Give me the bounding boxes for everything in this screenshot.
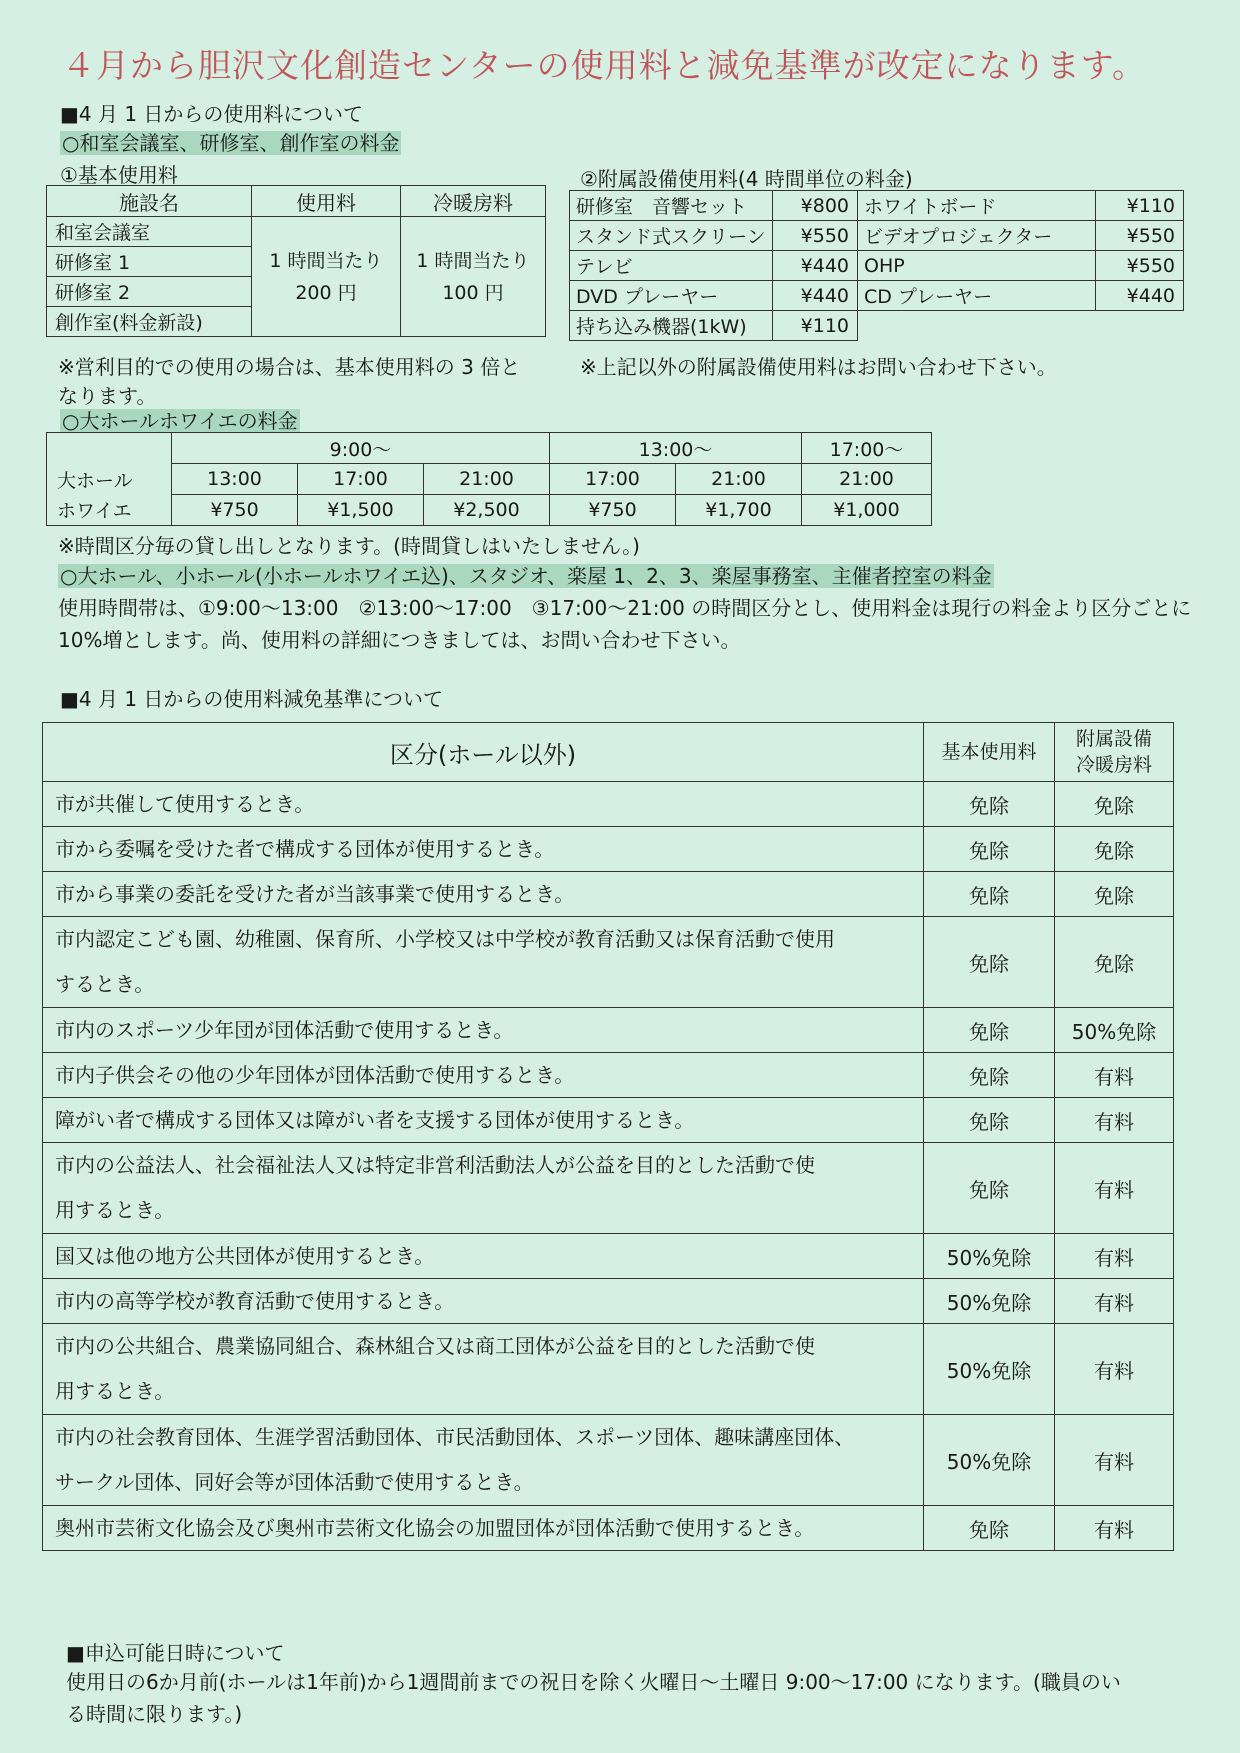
time-group: 13:00～	[550, 433, 802, 464]
reduction-basic: 50%免除	[924, 1234, 1055, 1279]
reduction-equip: 有料	[1055, 1279, 1174, 1324]
equipment-name: 研修室 音響セット	[570, 191, 773, 221]
hall-heading: ○大ホール、小ホール(小ホールホワイエ込)、スタジオ、楽屋 1、2、3、楽屋事務室、主催者控室の料金	[60, 564, 992, 588]
profit-note: ※営利目的での使用の場合は、基本使用料の 3 倍と なります。	[58, 355, 521, 408]
reduction-equip: 有料	[1055, 1324, 1174, 1415]
end-time: 21:00	[676, 464, 802, 495]
reduction-row	[43, 1506, 1174, 1551]
reduction-heading: ■4 月 1 日からの使用料減免基準について	[60, 687, 444, 711]
equipment-price: ¥110	[1096, 191, 1184, 221]
reduction-category: 市から事業の委託を受けた者が当該事業で使用するとき。	[43, 872, 924, 917]
room-name: 創作室(料金新設)	[47, 307, 252, 337]
reduction-basic: 50%免除	[924, 1415, 1055, 1506]
reduction-row	[43, 782, 1174, 827]
ac-fee-cell: 1 時間当たり 100 円	[401, 217, 546, 337]
reduction-category: 市内のスポーツ少年団が団体活動で使用するとき。	[43, 1008, 924, 1053]
reduction-category: 奥州市芸術文化協会及び奥州市芸術文化協会の加盟団体が団体活動で使用するとき。	[43, 1506, 924, 1551]
reduction-row	[43, 872, 1174, 917]
time-group: 9:00～	[172, 433, 550, 464]
equipment-note: ※上記以外の附属設備使用料はお問い合わせ下さい。	[580, 355, 1057, 379]
th-usage-fee: 使用料	[252, 186, 401, 217]
equipment-price: ¥550	[1096, 251, 1184, 281]
hall-text: 使用時間帯は、①9:00～13:00 ②13:00～17:00 ③17:00～21:00 の時間区分とし、使用料金は現行の料金より区分ごとに 10%増とします。尚、使用料の詳細につきましては、お問い合わせ下さい。	[58, 596, 1192, 652]
foyer-table	[46, 432, 932, 526]
equipment-name: CD プレーヤー	[858, 281, 1096, 311]
reduction-row	[43, 1143, 1174, 1234]
equipment-price: ¥440	[773, 281, 858, 311]
reduction-category: 市内子供会その他の少年団体が団体活動で使用するとき。	[43, 1053, 924, 1098]
basic-fee-table	[46, 185, 546, 337]
reduction-equip: 有料	[1055, 1506, 1174, 1551]
equipment-price: ¥440	[1096, 281, 1184, 311]
end-time: 13:00	[172, 464, 298, 495]
room-name: 研修室 1	[47, 247, 252, 277]
reduction-row	[43, 1008, 1174, 1053]
reduction-basic: 免除	[924, 1143, 1055, 1234]
end-time: 17:00	[550, 464, 676, 495]
rooms-heading: ○和室会議室、研修室、創作室の料金	[62, 131, 400, 155]
reduction-basic: 免除	[924, 827, 1055, 872]
equipment-price: ¥800	[773, 191, 858, 221]
reduction-basic: 免除	[924, 917, 1055, 1008]
reduction-row	[43, 1098, 1174, 1143]
room-name: 和室会議室	[47, 217, 252, 247]
foyer-row-label: ホワイエ	[47, 495, 172, 526]
basic-fee-heading: ①基本使用料	[60, 163, 178, 187]
reduction-equip: 有料	[1055, 1234, 1174, 1279]
equipment-name: テレビ	[570, 251, 773, 281]
reduction-category: 市内の公益法人、社会福祉法人又は特定非営利活動法人が公益を目的とした活動で使 用するとき。	[43, 1143, 924, 1234]
reduction-category: 市内認定こども園、幼稚園、保育所、小学校又は中学校が教育活動又は保育活動で使用 するとき。	[43, 917, 924, 1008]
reduction-basic: 免除	[924, 782, 1055, 827]
reduction-equip: 有料	[1055, 1143, 1174, 1234]
foyer-note: ※時間区分毎の貸し出しとなります。(時間貸しはいたしません。)	[58, 534, 640, 558]
reduction-category: 市が共催して使用するとき。	[43, 782, 924, 827]
end-time: 21:00	[424, 464, 550, 495]
reduction-category: 国又は他の地方公共団体が使用するとき。	[43, 1234, 924, 1279]
reduction-row	[43, 1053, 1174, 1098]
end-time: 17:00	[298, 464, 424, 495]
equipment-table	[569, 190, 1184, 341]
equipment-price: ¥550	[773, 221, 858, 251]
reduction-basic: 50%免除	[924, 1324, 1055, 1415]
equipment-name: スタンド式スクリーン	[570, 221, 773, 251]
equipment-price: ¥110	[773, 311, 858, 341]
reduction-table	[42, 722, 1174, 1551]
usage-fee-cell: 1 時間当たり 200 円	[252, 217, 401, 337]
application-text: 使用日の6か月前(ホールは1年前)から1週間前までの祝日を除く火曜日～土曜日 9:00～17:00 になります。(職員のい る時間に限ります。)	[66, 1670, 1121, 1726]
end-time: 21:00	[802, 464, 932, 495]
foyer-heading: ○大ホールホワイエの料金	[62, 409, 298, 433]
reduction-equip: 50%免除	[1055, 1008, 1174, 1053]
room-name: 研修室 2	[47, 277, 252, 307]
reduction-row	[43, 917, 1174, 1008]
reduction-basic: 免除	[924, 872, 1055, 917]
th-category: 区分(ホール以外)	[43, 723, 924, 782]
reduction-category: 市内の社会教育団体、生涯学習活動団体、市民活動団体、スポーツ団体、趣味講座団体、 サークル団体、同好会等が団体活動で使用するとき。	[43, 1415, 924, 1506]
reduction-equip: 免除	[1055, 782, 1174, 827]
equipment-heading: ②附属設備使用料(4 時間単位の料金)	[580, 167, 913, 191]
fees-heading: ■4 月 1 日からの使用料について	[60, 102, 364, 126]
equipment-name: OHP	[858, 251, 1096, 281]
reduction-basic: 50%免除	[924, 1279, 1055, 1324]
foyer-price: ¥2,500	[424, 495, 550, 526]
foyer-row-label: 大ホール	[47, 464, 172, 495]
equipment-price: ¥550	[1096, 221, 1184, 251]
th-facility: 施設名	[47, 186, 252, 217]
reduction-category: 市内の公共組合、農業協同組合、森林組合又は商工団体が公益を目的とした活動で使 用するとき。	[43, 1324, 924, 1415]
reduction-row	[43, 1279, 1174, 1324]
reduction-row	[43, 1415, 1174, 1506]
reduction-equip: 免除	[1055, 917, 1174, 1008]
equipment-name: ビデオプロジェクター	[858, 221, 1096, 251]
reduction-equip: 有料	[1055, 1415, 1174, 1506]
th-basic: 基本使用料	[924, 723, 1055, 782]
reduction-category: 市内の高等学校が教育活動で使用するとき。	[43, 1279, 924, 1324]
foyer-price: ¥750	[550, 495, 676, 526]
reduction-basic: 免除	[924, 1053, 1055, 1098]
equipment-name: ホワイトボード	[858, 191, 1096, 221]
foyer-price: ¥1,700	[676, 495, 802, 526]
reduction-equip: 有料	[1055, 1098, 1174, 1143]
foyer-price: ¥750	[172, 495, 298, 526]
page-title: ４月から胆沢文化創造センターの使用料と減免基準が改定になります。	[62, 46, 1147, 85]
foyer-price: ¥1,500	[298, 495, 424, 526]
equipment-price: ¥440	[773, 251, 858, 281]
reduction-category: 市から委嘱を受けた者で構成する団体が使用するとき。	[43, 827, 924, 872]
foyer-price: ¥1,000	[802, 495, 932, 526]
reduction-row	[43, 1324, 1174, 1415]
reduction-row	[43, 827, 1174, 872]
reduction-row	[43, 1234, 1174, 1279]
reduction-category: 障がい者で構成する団体又は障がい者を支援する団体が使用するとき。	[43, 1098, 924, 1143]
reduction-equip: 有料	[1055, 1053, 1174, 1098]
application-heading: ■申込可能日時について	[66, 1641, 285, 1665]
reduction-basic: 免除	[924, 1008, 1055, 1053]
reduction-equip: 免除	[1055, 872, 1174, 917]
time-group: 17:00～	[802, 433, 932, 464]
equipment-name: DVD プレーヤー	[570, 281, 773, 311]
equipment-name: 持ち込み機器(1kW)	[570, 311, 773, 341]
th-equip: 附属設備 冷暖房料	[1055, 723, 1174, 782]
th-ac-fee: 冷暖房料	[401, 186, 546, 217]
reduction-basic: 免除	[924, 1506, 1055, 1551]
reduction-basic: 免除	[924, 1098, 1055, 1143]
reduction-equip: 免除	[1055, 827, 1174, 872]
